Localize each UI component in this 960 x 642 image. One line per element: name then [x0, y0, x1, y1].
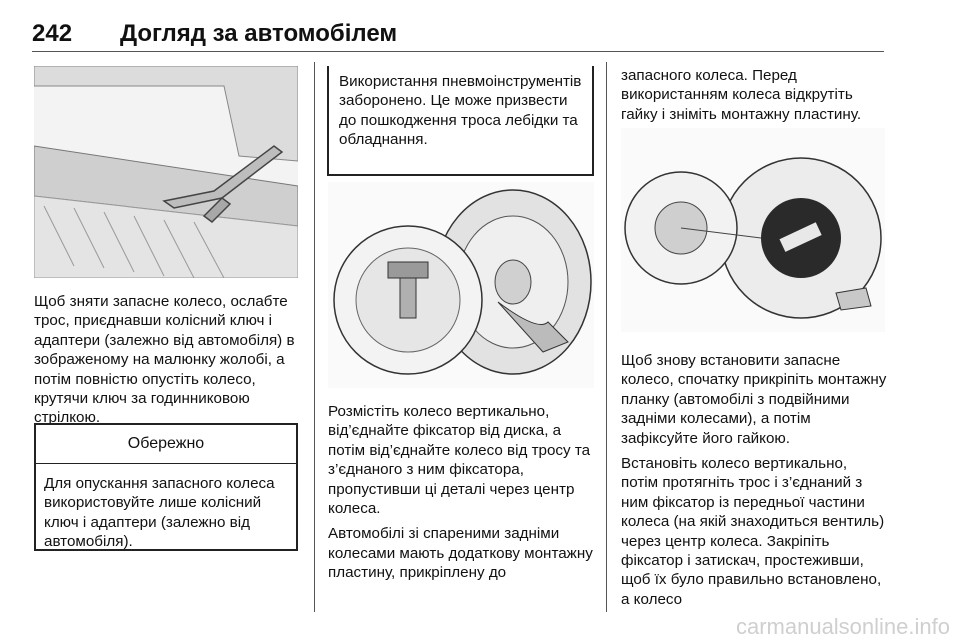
paragraph-position-wheel: Розмістіть колесо вертикально, від’єднайте фіксатор від диска, а потім від’єднайте колесо від тросу та з’єднаного з ним фіксатора, пропустивши ці деталі через центр колеса. — [328, 403, 591, 518]
paragraph-mounting-plate: запасного колеса. Перед використанням колеса відкрутіть гайку і зніміть монтажну пластину. — [621, 67, 862, 123]
paragraph-install-cable: Встановіть колесо вертикально, потім протягніть трос і з’єднаний з ним фіксатор із передньої частини колеса (на якій знаходиться вентиль) через центр колеса. Закріпіть фіксатор і затискач, простеживши, щоб їх було правильно встановлено, а колесо — [621, 455, 885, 608]
paragraph-reinstall: Щоб знову встановити запасне колесо, спочатку прикріпіть монтажну планку (автомобілі з подвійними задніми колесами), а потім зафіксуйте його гайкою. — [621, 352, 887, 447]
figure-spare-wheel-detach — [328, 182, 594, 388]
page-header — [32, 20, 884, 50]
paragraph-remove-spare: Щоб зняти запасне колесо, ослабте трос, приєднавши колісний ключ і адаптери (залежно від автомобіля) в зображеному на малюнку жолобі, а потім повністю опустіть колесо, крутячи ключ за годинниковою стрілкою. — [34, 293, 295, 427]
caution-heading: Обережно — [36, 425, 296, 464]
figure-mounting-plate — [621, 128, 885, 332]
notice-text: Використання пневмоінструментів заборонено. Це може призвести до пошкодження троса лебідки та обладнання. — [339, 73, 582, 149]
column-3-top-text — [621, 66, 887, 124]
page-number: 242 — [32, 20, 73, 47]
caution-box — [34, 423, 298, 551]
caution-text: Для опускання запасного колеса використовуйте лише колісний ключ і адаптери (залежно від автомобіля). — [44, 475, 275, 551]
figure-wheel-wrench — [34, 66, 298, 278]
notice-box — [327, 66, 594, 176]
page-title: Догляд за автомобілем — [120, 20, 398, 47]
column-divider-1 — [314, 62, 315, 612]
header-divider — [32, 51, 884, 52]
column-divider-2 — [606, 62, 607, 612]
column-2-text — [328, 402, 596, 583]
column-3-text — [621, 351, 887, 609]
mounting-plate-illustration — [621, 128, 885, 332]
wheel-wrench-illustration — [34, 66, 298, 278]
column-1-text — [34, 292, 302, 428]
spare-wheel-illustration — [328, 182, 594, 388]
paragraph-dual-wheels: Автомобілі зі спареними задніми колесами мають додаткову монтажну пластину, прикріплену до — [328, 525, 593, 582]
watermark-text: carmanualsonline.info — [735, 614, 950, 639]
